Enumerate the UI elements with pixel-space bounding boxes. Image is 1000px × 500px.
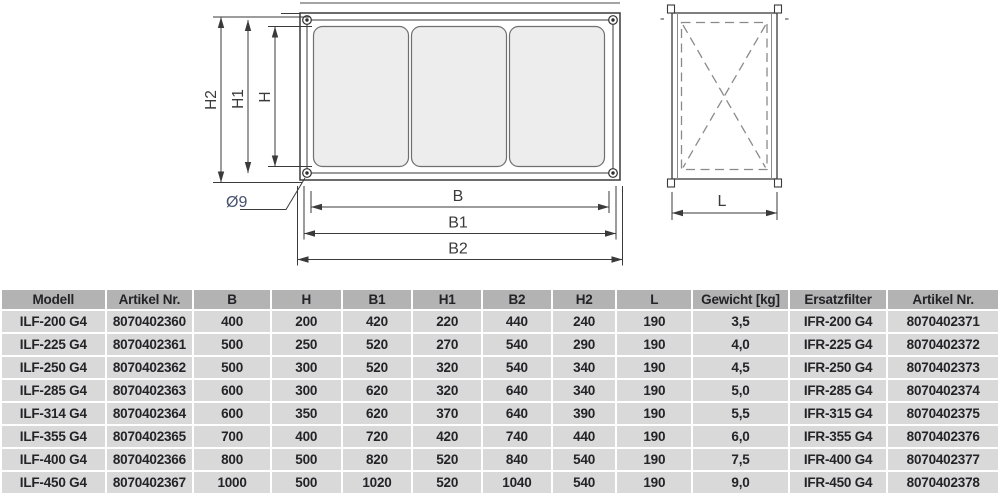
table-cell: 640 (483, 380, 553, 403)
table-cell: 720 (343, 426, 414, 449)
table-cell: 200 (272, 311, 343, 334)
table-cell: 8070402374 (888, 380, 998, 403)
table-cell: 270 (413, 334, 483, 357)
dim-label-l: L (717, 193, 727, 210)
column-header: L (617, 290, 693, 311)
table-cell: 8070402363 (107, 380, 195, 403)
table-cell: 520 (343, 334, 414, 357)
column-header: H1 (413, 290, 483, 311)
table-cell: 8070402377 (888, 449, 998, 472)
table-cell: 8070402362 (107, 357, 195, 380)
table-cell: 6,0 (693, 426, 790, 449)
table-cell: 300 (272, 357, 343, 380)
table-cell: 190 (617, 403, 693, 426)
table-row (2, 472, 998, 495)
table-cell: 540 (483, 357, 553, 380)
table-cell: 8070402365 (107, 426, 195, 449)
table-cell: 840 (483, 449, 553, 472)
column-header: B (194, 290, 272, 311)
dim-label-h1: H1 (230, 89, 248, 109)
table-cell: 8070402372 (888, 334, 998, 357)
table-cell: 320 (413, 357, 483, 380)
table-cell: 5,0 (693, 380, 790, 403)
table-cell: 8070402373 (888, 357, 998, 380)
table-cell: 800 (194, 449, 272, 472)
dim-label-b1: B1 (448, 214, 468, 232)
table-cell: 370 (413, 403, 483, 426)
table-cell: ILF-285 G4 (2, 380, 107, 403)
table-cell: 8070402375 (888, 403, 998, 426)
table-cell: 620 (343, 380, 414, 403)
table-cell: IFR-225 G4 (790, 334, 889, 357)
table-cell: 320 (413, 380, 483, 403)
table-cell: 190 (617, 472, 693, 495)
table-cell: 9,0 (693, 472, 790, 495)
dim-label-b2: B2 (448, 240, 468, 258)
table-row (2, 380, 998, 403)
table-cell: 640 (483, 403, 553, 426)
table-cell: 540 (483, 334, 553, 357)
table-cell: 440 (483, 311, 553, 334)
table-row (2, 449, 998, 472)
column-header: Gewicht [kg] (693, 290, 790, 311)
table-cell: ILF-200 G4 (2, 311, 107, 334)
table-row (2, 311, 998, 334)
table-cell: 8070402361 (107, 334, 195, 357)
table-cell: 1000 (194, 472, 272, 495)
table-cell: 3,5 (693, 311, 790, 334)
table-cell: 740 (483, 426, 553, 449)
dim-label-h: H (257, 91, 275, 103)
table-cell: 8070402376 (888, 426, 998, 449)
table-cell: 240 (553, 311, 618, 334)
table-cell: 8070402371 (888, 311, 998, 334)
front-view (213, 3, 623, 266)
table-row (2, 334, 998, 357)
column-header: B2 (483, 290, 553, 311)
filter-panels (314, 27, 605, 167)
table-cell: 8070402378 (888, 472, 998, 495)
table-cell: IFR-400 G4 (790, 449, 889, 472)
table-cell: 4,5 (693, 357, 790, 380)
side-view (661, 5, 789, 220)
table-cell: ILF-450 G4 (2, 472, 107, 495)
table-cell: ILF-225 G4 (2, 334, 107, 357)
table-cell: 8070402367 (107, 472, 195, 495)
column-header: Modell (2, 290, 107, 311)
table-cell: 220 (413, 311, 483, 334)
table-cell: IFR-450 G4 (790, 472, 889, 495)
table-cell: 500 (272, 449, 343, 472)
table-cell: IFR-315 G4 (790, 403, 889, 426)
table-cell: 520 (413, 472, 483, 495)
table-cell: 400 (272, 426, 343, 449)
table-cell: 400 (194, 311, 272, 334)
dim-label-b: B (452, 188, 464, 205)
table-cell: 540 (553, 472, 618, 495)
table-cell: 190 (617, 449, 693, 472)
table-cell: 190 (617, 357, 693, 380)
table-cell: 620 (343, 403, 414, 426)
table-cell: 350 (272, 403, 343, 426)
table-cell: 190 (617, 380, 693, 403)
table-cell: 5,5 (693, 403, 790, 426)
table-cell: IFR-355 G4 (790, 426, 889, 449)
table-row (2, 403, 998, 426)
table-cell: 700 (194, 426, 272, 449)
table-cell: 600 (194, 403, 272, 426)
table-cell: 190 (617, 334, 693, 357)
filter-panel (412, 27, 507, 167)
table-cell: 190 (617, 311, 693, 334)
table-cell: 520 (343, 357, 414, 380)
table-cell: 250 (272, 334, 343, 357)
column-header: Artikel Nr. (888, 290, 998, 311)
filter-panel (510, 27, 605, 167)
column-header: H2 (553, 290, 618, 311)
table-cell: 1020 (343, 472, 414, 495)
table-cell: 340 (553, 357, 618, 380)
table-cell: 7,5 (693, 449, 790, 472)
table-cell: ILF-314 G4 (2, 403, 107, 426)
table-cell: 290 (553, 334, 618, 357)
table-cell: 500 (272, 472, 343, 495)
table-cell: 300 (272, 380, 343, 403)
table-cell: 390 (553, 403, 618, 426)
table-cell: ILF-400 G4 (2, 449, 107, 472)
table-cell: 600 (194, 380, 272, 403)
table-cell: ILF-355 G4 (2, 426, 107, 449)
table-cell: 820 (343, 449, 414, 472)
table-cell: 190 (617, 426, 693, 449)
table-cell: 8070402360 (107, 311, 195, 334)
table-cell: ILF-250 G4 (2, 357, 107, 380)
table-cell: 520 (413, 449, 483, 472)
table-cell: IFR-285 G4 (790, 380, 889, 403)
table-cell: 440 (553, 426, 618, 449)
dim-label-h2: H2 (203, 90, 221, 110)
filter-panel (314, 27, 409, 167)
side-view-body (672, 13, 777, 179)
table-cell: 540 (553, 449, 618, 472)
column-header: Artikel Nr. (107, 290, 195, 311)
dimensions-table-container (2, 290, 998, 495)
table-cell: 340 (553, 380, 618, 403)
table-cell: IFR-250 G4 (790, 357, 889, 380)
table-header-row (2, 290, 998, 311)
table-cell: 8070402364 (107, 403, 195, 426)
dimensions-table (2, 290, 998, 495)
table-cell: 420 (343, 311, 414, 334)
table-cell: 1040 (483, 472, 553, 495)
table-cell: 8070402366 (107, 449, 195, 472)
table-cell: 420 (413, 426, 483, 449)
table-cell: IFR-200 G4 (790, 311, 889, 334)
hole-diameter-label: Ø9 (226, 194, 248, 211)
table-cell: 4,0 (693, 334, 790, 357)
table-body (2, 311, 998, 495)
table-cell: 500 (194, 334, 272, 357)
table-row (2, 357, 998, 380)
column-header: B1 (343, 290, 414, 311)
column-header: Ersatzfilter (790, 290, 889, 311)
column-header: H (272, 290, 343, 311)
table-row (2, 426, 998, 449)
table-cell: 500 (194, 357, 272, 380)
